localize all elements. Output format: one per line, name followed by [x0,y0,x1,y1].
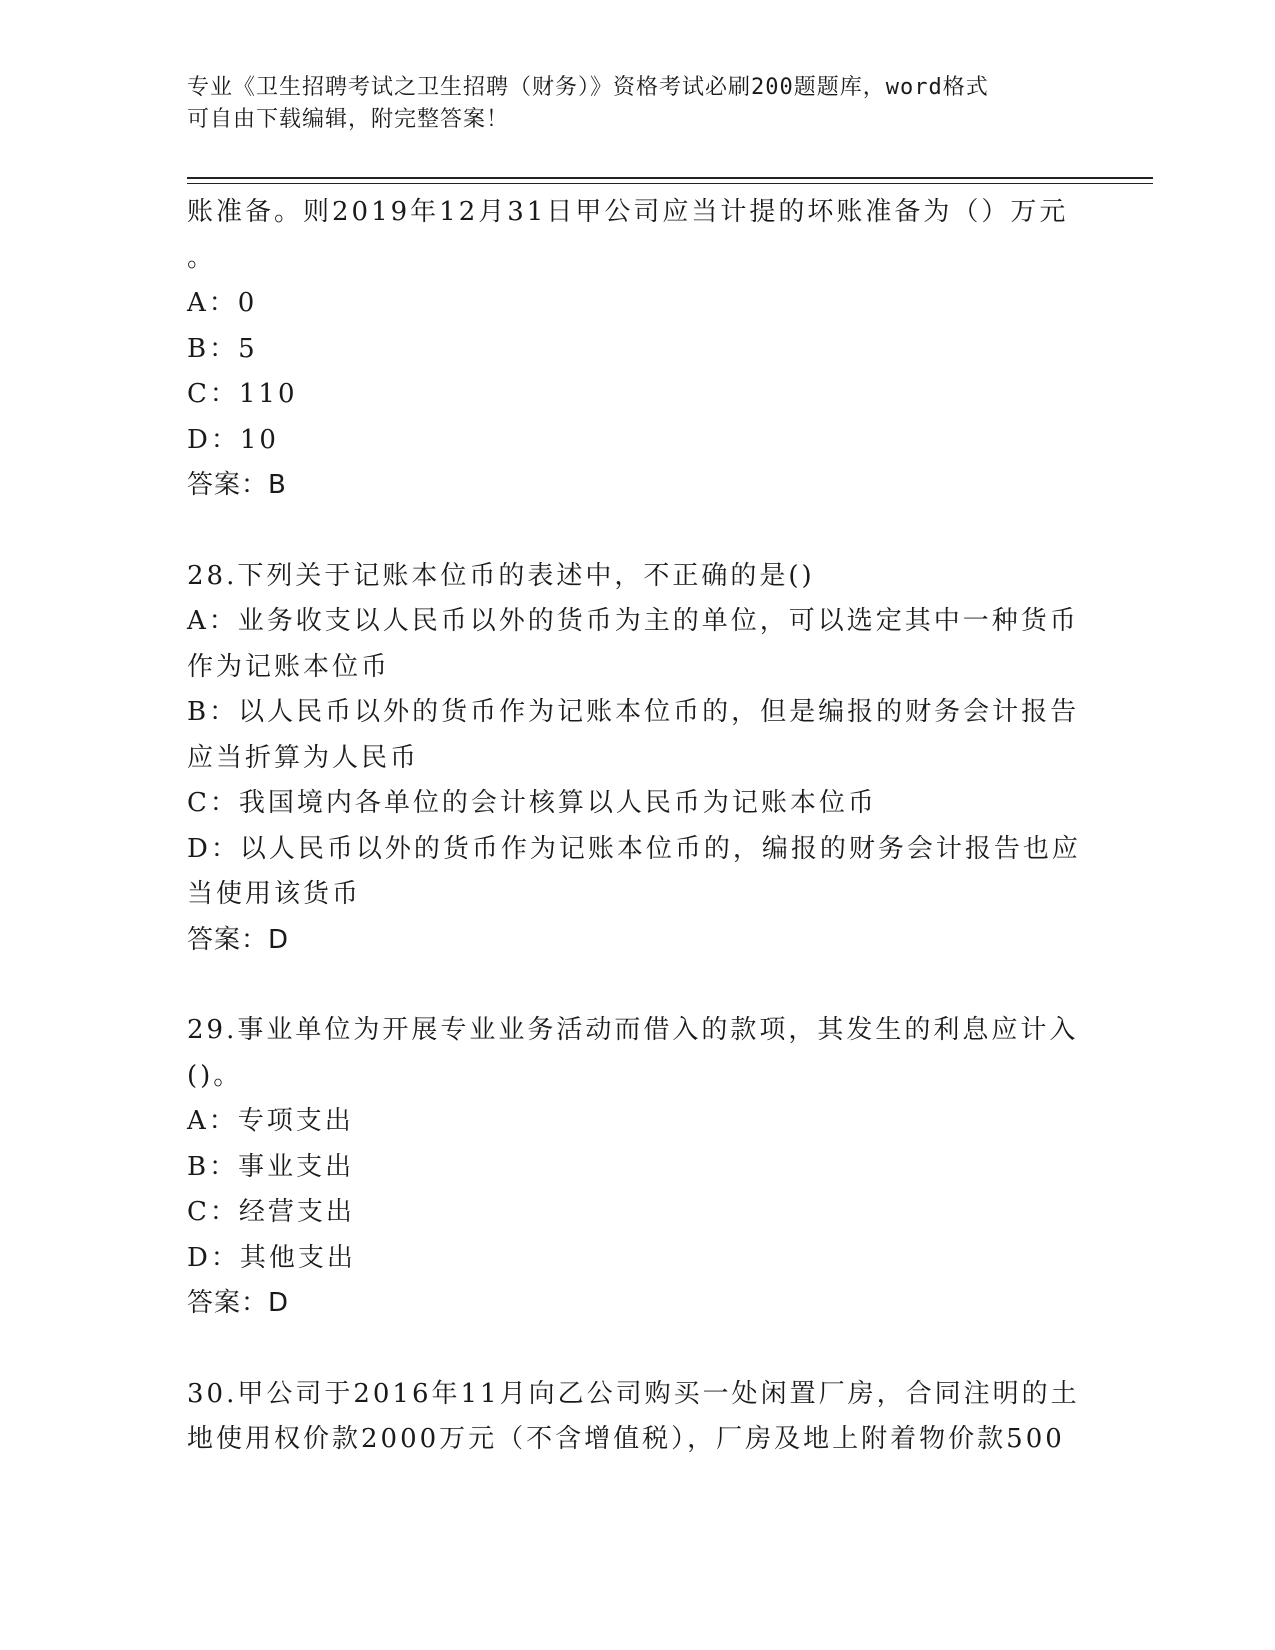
answer-line: 答案：B [187,470,287,500]
header-rule-thick [187,177,1153,179]
option-d-line: D：以人民币以外的货币作为记账本位币的，编报的财务会计报告也应 [187,833,1081,864]
option-c: C：经营支出 [187,1197,355,1227]
header-line-2: 可自由下载编辑，附完整答案！ [187,107,510,132]
question-stem-line: 地使用权价款2000万元（不含增值税），厂房及地上附着物价款500 [187,1424,1065,1454]
question-stem-line: ()。 [187,1060,243,1091]
answer-line: 答案：D [187,924,290,955]
question-29 [187,1008,1087,1327]
question-stem-line: 账准备。则2019年12月31日甲公司应当计提的坏账准备为（）万元 [187,197,1069,227]
option-d-line: 当使用该货币 [187,879,362,909]
question-30 [187,1372,1087,1463]
option-a: A：0 [187,288,258,318]
option-a-line: 作为记账本位币 [187,651,391,682]
spacer [187,963,1087,1008]
header-rule-thin [187,183,1153,184]
option-d: D：10 [187,424,279,455]
question-stem-line: 。 [187,242,217,273]
question-28 [187,554,1087,964]
option-b: B：事业支出 [187,1151,355,1182]
question-stem-line: 29.事业单位为开展专业业务活动而借入的款项，其发生的利息应计入 [187,1015,1079,1045]
header-line-1: 专业《卫生招聘考试之卫生招聘（财务）》资格考试必刷200题题库，word格式 [187,75,989,100]
question-stem-line: 30.甲公司于2016年11月向乙公司购买一处闲置厂房，合同注明的土 [187,1378,1080,1409]
document-body [187,190,1087,1463]
option-c: C：110 [187,379,298,409]
spacer [187,1327,1087,1372]
option-d: D：其他支出 [187,1242,356,1273]
option-c-line: C：我国境内各单位的会计核算以人民币为记账本位币 [187,788,877,818]
spacer [187,509,1087,554]
option-b-line: B：以人民币以外的货币作为记账本位币的，但是编报的财务会计报告 [187,697,1080,727]
answer-line: 答案：D [187,1288,290,1318]
option-b: B：5 [187,333,258,364]
option-b-line: 应当折算为人民币 [187,742,420,773]
option-a-line: A：业务收支以人民币以外的货币为主的单位，可以选定其中一种货币 [187,606,1079,636]
document-header [187,72,1087,136]
option-a: A：专项支出 [187,1106,354,1136]
question-27 [187,190,1087,509]
question-stem: 28.下列关于记账本位币的表述中，不正确的是() [187,560,815,591]
